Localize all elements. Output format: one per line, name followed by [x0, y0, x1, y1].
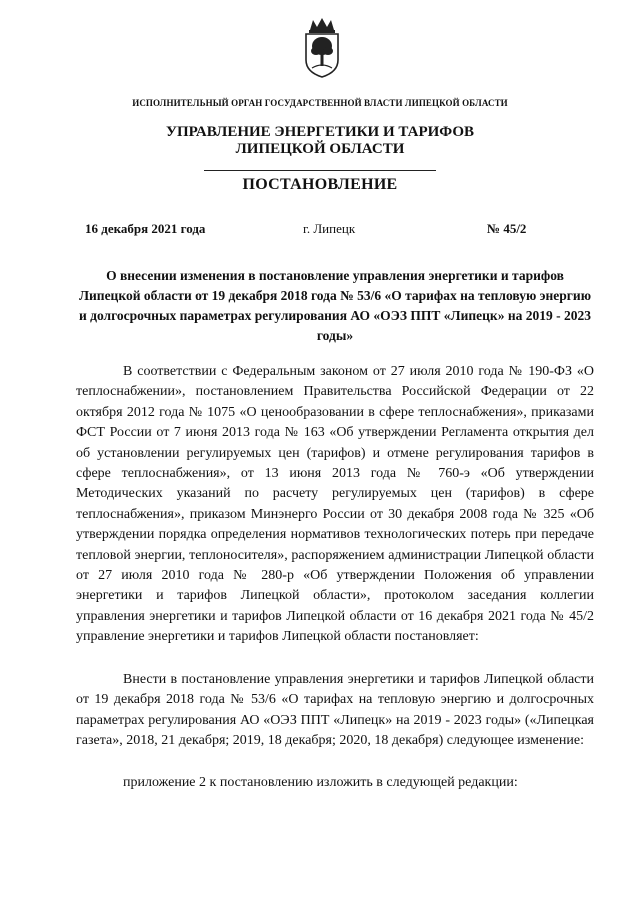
- department-name-line1: УПРАВЛЕНИЕ ЭНЕРГЕТИКИ И ТАРИФОВ: [165, 124, 475, 140]
- document-date: 16 декабря 2021 года: [85, 221, 206, 236]
- document-city: г. Липецк: [303, 221, 356, 236]
- document-type: ПОСТАНОВЛЕНИЕ: [242, 176, 398, 193]
- preamble-paragraph: В соответствии с Федеральным законом от 27 июля 2010 года № 190-ФЗ «О теплоснабжении», постановлением Правительства Российской Федерации от 22 октября 2012 года № 1075 «О ценообразовании в сфере теплоснабжения», приказами ФСТ России от 7 июня 2013 года № 163 «Об утверждении Регламента открытия дел об установлении регулируемых цен (тарифов) и отмене регулирования тарифов в сфере теплоснабжения», от 13 июня 2013 года № 760-э «Об утверждении Методических указаний по расчету регулируемых цен (тарифов) в сфере теплоснабжения», приказом Минэнерго России от 30 декабря 2008 года № 325 «Об утверждении порядка определения нормативов технологических потерь при передаче тепловой энергии, теплоносителя», распоряжением администрации Липецкой области от 27 июля 2010 года № 280-р «Об утверждении Положения об управлении энергетики и тарифов Липецкой области», протоколом заседания коллегии управления энергетики и тарифов Липецкой области от 16 декабря 2021 года № 45/2 управление энергетики и тарифов Липецкой области постановляет:: [76, 364, 594, 645]
- header-divider: [204, 170, 436, 171]
- amendment-paragraph: приложение 2 к постановлению изложить в следующей редакции:: [123, 775, 518, 790]
- coat-of-arms-icon: [302, 16, 342, 78]
- department-name: [0, 124, 640, 158]
- department-name-line2: ЛИПЕЦКОЙ ОБЛАСТИ: [235, 141, 405, 157]
- issuing-organization: ИСПОЛНИТЕЛЬНЫЙ ОРГАН ГОСУДАРСТВЕННОЙ ВЛАСТИ ЛИПЕЦКОЙ ОБЛАСТИ: [132, 98, 508, 108]
- resolution-paragraph: Внести в постановление управления энергетики и тарифов Липецкой области от 19 декабря 2018 года № 53/6 «О тарифах на тепловую энергию и долгосрочных параметрах регулирования АО «ОЭЗ ППТ «Липецк» на 2019 - 2023 годы» («Липецкая газета», 2018, 21 декабря; 2019, 18 декабря; 2020, 18 декабря) следующее изменение:: [76, 672, 594, 749]
- document-subject: О внесении изменения в постановление управления энергетики и тарифов Липецкой области от 19 декабря 2018 года № 53/6 «О тарифах на тепловую энергию и долгосрочных параметрах регулирования АО «ОЭЗ ППТ «Липецк» на 2019 - 2023 годы»: [78, 268, 592, 343]
- document-number: № 45/2: [487, 221, 527, 236]
